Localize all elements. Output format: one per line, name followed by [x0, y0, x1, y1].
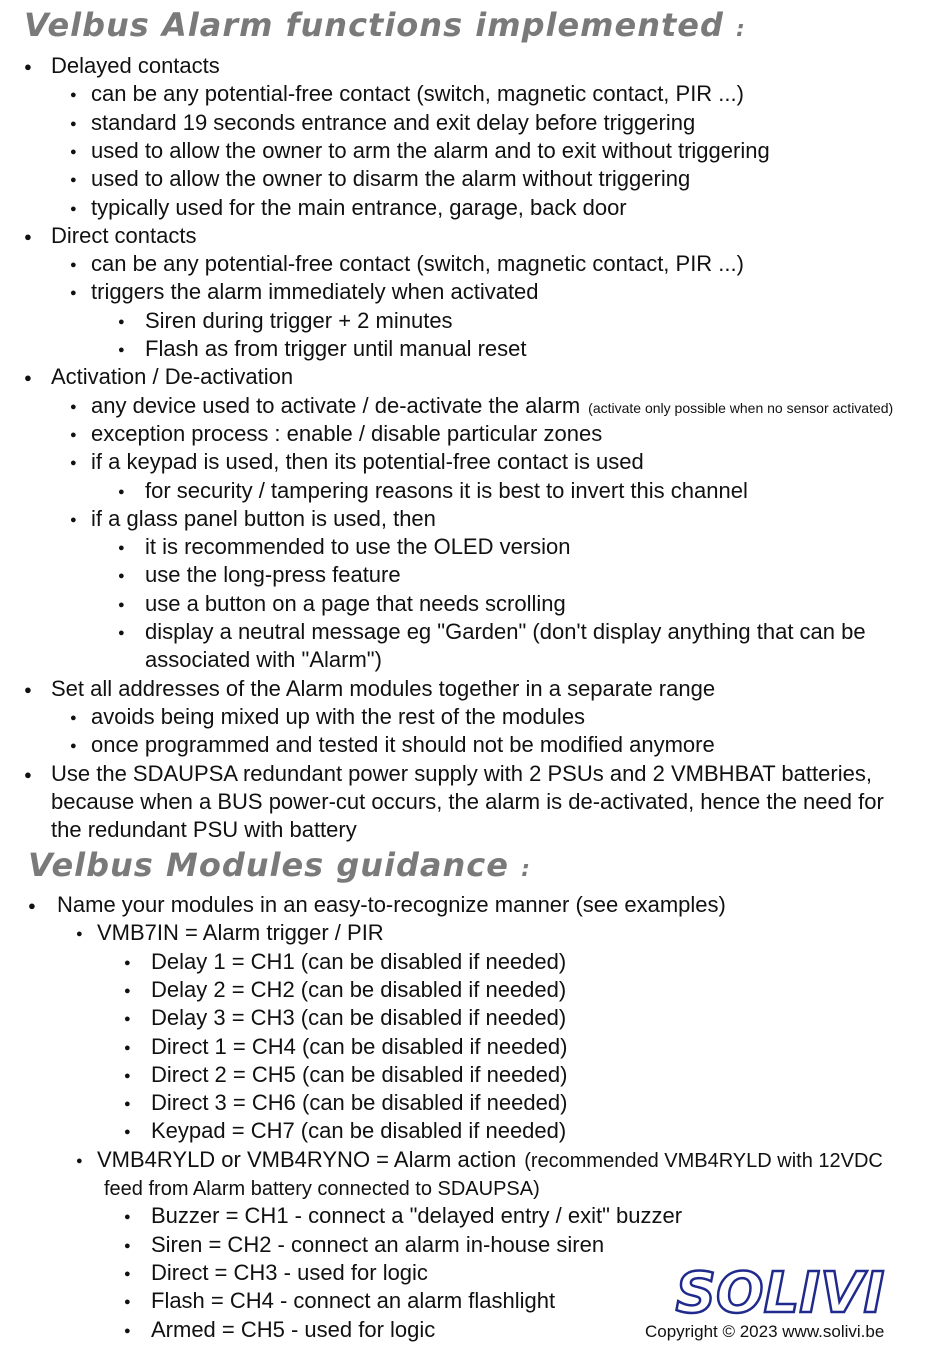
list-item [51, 52, 220, 80]
list-item [91, 703, 585, 731]
list-item [91, 278, 539, 306]
list-item [151, 1089, 567, 1117]
list-item [151, 948, 566, 976]
bullet-icon: ● [70, 202, 77, 215]
list-item [91, 165, 690, 193]
list-item-text: VMB7IN = Alarm trigger / PIR [97, 920, 384, 946]
list-item-note: feed from Alarm battery connected to SDAUPSA) [104, 1178, 540, 1200]
bullet-icon: ● [24, 681, 32, 697]
list-item-text: once programmed and tested it should not be modified anymore [91, 732, 715, 758]
list-item-text: it is recommended to use the OLED version [145, 534, 571, 560]
bullet-icon: ● [70, 428, 77, 441]
list-item-text: use a button on a page that needs scrolling [145, 590, 566, 616]
bullet-icon: ● [70, 117, 77, 130]
bullet-icon: ● [24, 370, 32, 386]
bullet-icon: ● [124, 956, 131, 969]
list-item-text: associated with "Alarm") [145, 647, 382, 673]
bullet-icon: ● [76, 928, 83, 941]
list-item [51, 816, 357, 844]
heading-alarm-functions [24, 6, 745, 44]
list-item [91, 137, 770, 165]
list-item [91, 448, 644, 476]
list-item-text: standard 19 seconds entrance and exit delay before triggering [91, 109, 696, 135]
list-item [51, 760, 872, 788]
bullet-icon: ● [76, 1154, 83, 1167]
list-item [97, 919, 384, 947]
list-item-text: Keypad = CH7 (can be disabled if needed) [151, 1118, 567, 1144]
bullet-icon: ● [124, 1126, 131, 1139]
list-item-text: Siren = CH2 - connect an alarm in-house siren [151, 1231, 605, 1257]
heading-modules-guidance [28, 846, 530, 884]
list-item [91, 505, 436, 533]
list-item [51, 363, 293, 391]
list-item [91, 250, 744, 278]
bullet-icon: ● [70, 513, 77, 526]
list-item [145, 335, 527, 363]
bullet-icon: ● [118, 542, 125, 555]
list-item [91, 420, 602, 448]
list-item [151, 1117, 566, 1145]
list-item-text: because when a BUS power-cut occurs, the alarm is de-activated, hence the need for [51, 788, 884, 814]
bullet-icon: ● [124, 984, 131, 997]
list-item [151, 1231, 604, 1259]
bullet-icon: ● [24, 766, 32, 782]
list-item-text: typically used for the main entrance, garage, back door [91, 194, 627, 220]
heading-colon: : [521, 857, 530, 882]
bullet-icon: ● [124, 1098, 131, 1111]
list-item-text: Direct = CH3 - used for logic [151, 1259, 428, 1285]
list-item [151, 1061, 567, 1089]
list-item [51, 222, 197, 250]
list-item-text: Buzzer = CH1 - connect a "delayed entry / exit" buzzer [151, 1203, 683, 1229]
list-item [104, 1174, 540, 1203]
list-item [151, 1316, 435, 1344]
list-item [151, 1004, 566, 1032]
list-item-text: avoids being mixed up with the rest of the modules [91, 703, 586, 729]
list-item [145, 477, 748, 505]
bullet-icon: ● [24, 228, 32, 244]
bullet-icon: ● [118, 485, 125, 498]
bullet-icon: ● [70, 145, 77, 158]
solivi-logo [640, 1262, 920, 1322]
list-item [145, 307, 453, 335]
list-item [145, 618, 866, 646]
list-item-text: Delay 2 = CH2 (can be disabled if needed) [151, 976, 567, 1002]
bullet-icon: ● [70, 711, 77, 724]
list-item [91, 194, 627, 222]
list-item-text: Direct 2 = CH5 (can be disabled if needed) [151, 1061, 568, 1087]
list-item [51, 788, 884, 816]
bullet-icon: ● [124, 1267, 131, 1280]
bullet-icon: ● [124, 1041, 131, 1054]
bullet-icon: ● [70, 457, 77, 470]
list-item-text: Set all addresses of the Alarm modules together in a separate range [51, 675, 716, 701]
list-item [151, 1259, 428, 1287]
bullet-icon: ● [70, 89, 77, 102]
list-item-text: Direct contacts [51, 222, 197, 248]
list-item-text: triggers the alarm immediately when activated [91, 279, 539, 305]
list-item [151, 1033, 567, 1061]
list-item [91, 731, 715, 759]
heading-alarm-functions-text: Velbus Alarm functions implemented [24, 6, 724, 44]
list-item-text: Direct 3 = CH6 (can be disabled if needed) [151, 1090, 568, 1116]
list-item-text: if a glass panel button is used, then [91, 505, 436, 531]
solivi-logo-text: SOLIVI [675, 1262, 885, 1322]
bullet-icon: ● [124, 1324, 131, 1337]
list-item-text: Delay 1 = CH1 (can be disabled if needed) [151, 948, 567, 974]
list-item-note: (activate only possible when no sensor activated) [588, 399, 894, 416]
list-item-text: Direct 1 = CH4 (can be disabled if needed) [151, 1033, 568, 1059]
list-item-text: any device used to activate / de-activate the alarm [91, 392, 581, 418]
list-item-text: Use the SDAUPSA redundant power supply with 2 PSUs and 2 VMBHBAT batteries, [51, 760, 872, 786]
list-item-text: Name your modules in an easy-to-recognize manner (see examples) [57, 892, 726, 917]
bullet-icon: ● [124, 1296, 131, 1309]
list-item [91, 392, 893, 422]
bullet-icon: ● [118, 315, 125, 328]
bullet-icon: ● [124, 1013, 131, 1026]
list-item-text: Flash as from trigger until manual reset [145, 336, 527, 361]
list-item-text: can be any potential-free contact (switch, magnetic contact, PIR ...) [91, 251, 744, 277]
list-item-note: (recommended VMB4RYLD with 12VDC [524, 1149, 883, 1172]
list-item-text: Flash = CH4 - connect an alarm flashlight [151, 1288, 556, 1314]
list-item [97, 1146, 883, 1175]
list-item [151, 976, 566, 1004]
list-item [57, 891, 726, 919]
list-item [151, 1202, 682, 1230]
list-item [145, 561, 401, 589]
list-item [91, 80, 744, 108]
list-item [51, 675, 715, 703]
copyright-text: Copyright © 2023 www.solivi.be [645, 1322, 885, 1341]
list-item-text: can be any potential-free contact (switch, magnetic contact, PIR ...) [91, 81, 744, 107]
list-item-text: for security / tampering reasons it is best to invert this channel [145, 477, 748, 503]
bullet-icon: ● [118, 598, 125, 611]
list-item-text: Delay 3 = CH3 (can be disabled if needed) [151, 1005, 567, 1031]
list-item-text: Activation / De-activation [51, 364, 294, 390]
bullet-icon: ● [124, 1211, 131, 1224]
bullet-icon: ● [118, 570, 125, 583]
list-item-text: Delayed contacts [51, 53, 220, 78]
bullet-icon: ● [118, 344, 125, 356]
list-item [145, 590, 566, 618]
bullet-icon: ● [70, 400, 77, 413]
list-item-text: used to allow the owner to disarm the alarm without triggering [91, 166, 691, 192]
bullet-icon: ● [70, 740, 77, 753]
list-item-text: used to allow the owner to arm the alarm and to exit without triggering [91, 137, 770, 163]
list-item [145, 533, 571, 561]
list-item-text: exception process : enable / disable particular zones [91, 420, 603, 446]
bullet-icon: ● [70, 174, 77, 187]
list-item-text: Siren during trigger + 2 minutes [145, 307, 453, 333]
bullet-icon: ● [28, 898, 36, 913]
list-item-text: if a keypad is used, then its potential-free contact is used [91, 449, 644, 475]
heading-modules-guidance-text: Velbus Modules guidance [28, 846, 509, 884]
list-item [151, 1287, 555, 1315]
list-item-text: the redundant PSU with battery [51, 817, 357, 843]
bullet-icon: ● [70, 259, 77, 272]
list-item [145, 646, 382, 674]
list-item-text: Armed = CH5 - used for logic [151, 1316, 436, 1342]
list-item [91, 109, 695, 137]
list-item-text: use the long-press feature [145, 562, 401, 588]
bullet-icon: ● [124, 1069, 131, 1082]
bullet-icon: ● [24, 59, 32, 74]
bullet-icon: ● [118, 627, 125, 639]
bullet-icon: ● [124, 1239, 131, 1252]
list-item-text: display a neutral message eg "Garden" (don't display anything that can be [145, 619, 866, 644]
list-item-text: VMB4RYLD or VMB4RYNO = Alarm action [97, 1146, 517, 1172]
heading-colon: : [736, 17, 745, 42]
bullet-icon: ● [70, 287, 77, 300]
